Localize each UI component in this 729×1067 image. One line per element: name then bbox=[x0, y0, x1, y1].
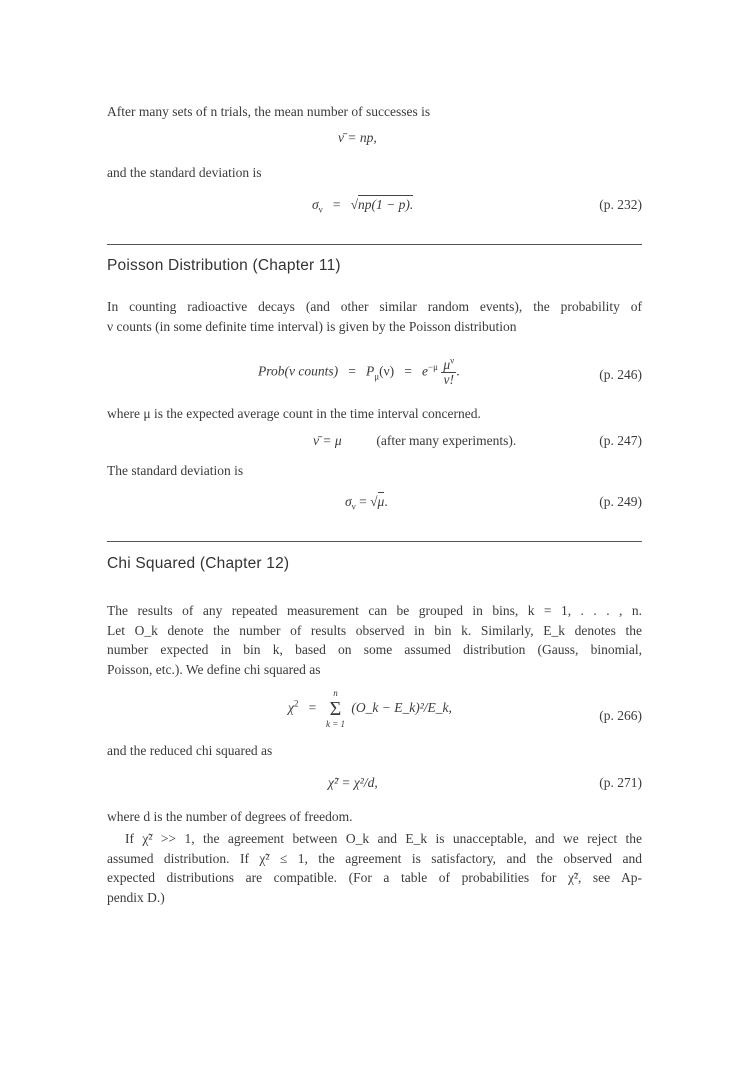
sum-lower-limit: k = 1 bbox=[325, 719, 346, 729]
poisson-fraction bbox=[441, 355, 456, 387]
poisson-para-line-1: In counting radioactive decays (and other similar random events), the probability of bbox=[107, 299, 642, 314]
numerator-mu: μ bbox=[443, 357, 451, 372]
reduced-chi-equation bbox=[328, 774, 378, 792]
poisson-para-line-2: ν counts (in some definite time interval) is given by the Poisson distribution bbox=[107, 318, 517, 334]
chi-symbol: χ bbox=[288, 700, 294, 716]
fraction-denominator bbox=[441, 373, 456, 387]
ref-p247: (p. 247) bbox=[599, 433, 642, 448]
sum-upper-limit: n bbox=[333, 688, 338, 698]
chi-final-paragraph bbox=[107, 829, 642, 907]
p-mu: P bbox=[365, 363, 375, 379]
poisson-sd-equation bbox=[345, 493, 388, 511]
sqrt-sign: √ bbox=[350, 197, 359, 212]
binomial-sd-equation bbox=[312, 196, 413, 214]
chi-heading: Chi Squared (Chapter 12) bbox=[107, 555, 290, 572]
ref-p266: (p. 266) bbox=[599, 708, 642, 723]
chi-para-line-1: The results of any repeated measurement can be grouped in bins, k = 1, . . . , n. bbox=[107, 603, 642, 618]
summation bbox=[326, 688, 345, 730]
exp-power: −μ bbox=[428, 362, 438, 373]
chi-reduced-intro: and the reduced chi squared as bbox=[107, 743, 273, 758]
poisson-sigma: σ bbox=[345, 494, 352, 509]
prob-period: . bbox=[456, 363, 460, 379]
equals-sign: = bbox=[332, 197, 341, 212]
chi-final-line-3: expected distributions are compatible. (For a table of probabilities for χ̃², see Ap- bbox=[107, 870, 642, 885]
ref-p271: (p. 271) bbox=[599, 775, 642, 790]
ref-p232: (p. 232) bbox=[599, 197, 642, 212]
poisson-sigma-sub: ν bbox=[351, 501, 356, 512]
binomial-mean-intro: After many sets of n trials, the mean number of successes is bbox=[107, 104, 431, 119]
numerator-power: ν bbox=[450, 355, 455, 366]
sigma-symbol: σ bbox=[312, 197, 319, 212]
sigma-sum-icon: Σ bbox=[329, 698, 342, 720]
fraction-numerator bbox=[441, 355, 456, 373]
binomial-mean-equation bbox=[338, 129, 377, 147]
chi-equals: = bbox=[308, 700, 317, 716]
prob-label: Prob(ν counts) bbox=[258, 363, 339, 379]
chi-para-line-4: Poisson, etc.). We define chi squared as bbox=[107, 661, 321, 677]
chi-paragraph bbox=[107, 601, 642, 679]
exp-base: e bbox=[422, 363, 429, 379]
chi-final-line-1: If χ̃² >> 1, the agreement between O_k and E_k is unacceptable, and we reject the bbox=[125, 831, 642, 846]
chi-equation bbox=[288, 688, 452, 730]
section-divider bbox=[107, 244, 642, 245]
reduced-chi-text: χ̃² = χ²/d, bbox=[328, 775, 378, 790]
chi-para-line-2: Let O_k denote the number of results observed in bin k. Similarly, E_k denotes the bbox=[107, 622, 642, 638]
section-divider-2 bbox=[107, 541, 642, 542]
chi-where-d: where d is the number of degrees of freedom. bbox=[107, 809, 353, 824]
p-mu-sub: μ bbox=[374, 371, 380, 382]
chi-square-power: 2 bbox=[293, 698, 299, 709]
denominator-text: ν! bbox=[443, 372, 454, 387]
chi-final-line-4: pendix D.) bbox=[107, 889, 165, 905]
p-mu-arg: (ν) bbox=[379, 363, 395, 379]
poisson-sqrt-sign: √ bbox=[370, 494, 378, 509]
poisson-mean-lhs: ν̄ = μ bbox=[313, 433, 342, 448]
chi-para-line-3: number expected in bin k, based on some assumed distribution (Gauss, binomial, bbox=[107, 642, 642, 657]
poisson-equals: = bbox=[359, 494, 367, 509]
poisson-prob-equation: Prob(ν counts) = $P_\mu(\nu) = e^{-\mu}$ $\frac{\mu^\nu}{\nu!}$ . bbox=[258, 355, 460, 387]
sqrt-radicand: np(1 − p). bbox=[358, 197, 414, 212]
ref-p246: (p. 246) bbox=[599, 367, 642, 382]
poisson-sqrt-radicand: μ bbox=[377, 494, 385, 509]
chi-final-line-2: assumed distribution. If χ̃² ≤ 1, the agreement is satisfactory, and the observed and bbox=[107, 850, 642, 866]
poisson-mean-note: (after many experiments). bbox=[376, 433, 517, 448]
binomial-mean-text: ν̄ = np, bbox=[338, 130, 377, 145]
poisson-sd-period: . bbox=[384, 494, 388, 509]
poisson-sd-intro: The standard deviation is bbox=[107, 463, 244, 478]
chi-sum-body: (O_k − E_k)²/E_k, bbox=[351, 700, 452, 716]
sigma-subscript: ν bbox=[318, 204, 323, 215]
ref-p249: (p. 249) bbox=[599, 494, 642, 509]
poisson-mean-equation bbox=[313, 432, 516, 450]
poisson-where-line: where μ is the expected average count in the time interval concerned. bbox=[107, 406, 481, 421]
binomial-sd-intro: and the standard deviation is bbox=[107, 165, 262, 180]
poisson-heading: Poisson Distribution (Chapter 11) bbox=[107, 257, 341, 274]
poisson-paragraph bbox=[107, 297, 642, 336]
